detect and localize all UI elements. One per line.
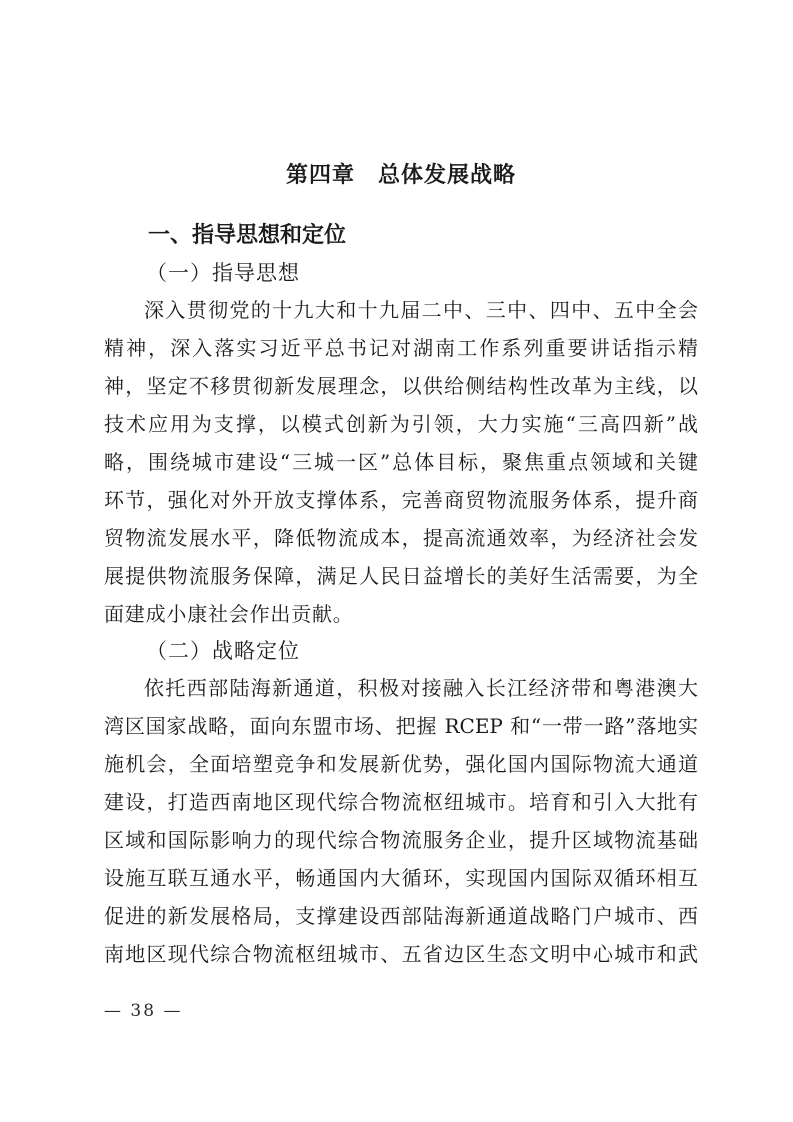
subsection-label-guiding-ideology: （一）指导思想 xyxy=(146,261,300,285)
text-line: 略，围绕城市建设“三城一区”总体目标，聚焦重点领域和关键 xyxy=(104,450,698,474)
text-line: 区域和国际影响力的现代综合物流服务企业，提升区域物流基础 xyxy=(104,828,698,852)
text-line: 建设，打造西南地区现代综合物流枢纽城市。培育和引入大批有 xyxy=(104,790,698,814)
text-line: 湾区国家战略，面向东盟市场、把握 RCEP 和“一带一路”落地实 xyxy=(104,714,698,738)
text-line: 依托西部陆海新通道，积极对接融入长江经济带和粤港澳大 xyxy=(144,676,698,700)
text-line: 面建成小康社会作出贡献。 xyxy=(104,602,354,626)
page-content xyxy=(104,159,698,973)
text-line: 神，坚定不移贯彻新发展理念，以供给侧结构性改革为主线，以 xyxy=(104,374,698,398)
text-line: 精神，深入落实习近平总书记对湖南工作系列重要讲话指示精 xyxy=(104,336,698,360)
chapter-title: 第四章 总体发展战略 xyxy=(285,163,516,188)
text-line: 展提供物流服务保障，满足人民日益增长的美好生活需要，为全 xyxy=(104,564,698,588)
text-line: 施机会，全面培塑竞争和发展新优势，强化国内国际物流大通道 xyxy=(104,752,698,776)
text-line: 深入贯彻党的十九大和十九届二中、三中、四中、五中全会 xyxy=(144,298,698,322)
text-line: 设施互联互通水平，畅通国内大循环，实现国内国际双循环相互 xyxy=(104,866,698,890)
text-line: 南地区现代综合物流枢纽城市、五省边区生态文明中心城市和武 xyxy=(104,942,698,966)
paragraph-strategic-positioning xyxy=(104,669,698,973)
text-line: 贸物流发展水平，降低物流成本，提高流通效率，为经济社会发 xyxy=(104,526,698,550)
text-line: 促进的新发展格局，支撑建设西部陆海新通道战略门户城市、西 xyxy=(104,904,698,928)
subsection-label-strategic-positioning: （二）战略定位 xyxy=(146,639,300,663)
text-line: 技术应用为支撑，以模式创新为引领，大力实施“三高四新”战 xyxy=(104,412,698,436)
text-line: 环节，强化对外开放支撑体系，完善商贸物流服务体系，提升商 xyxy=(104,488,698,512)
page-number: — 38 — xyxy=(104,1001,183,1021)
paragraph-guiding-ideology xyxy=(104,291,698,633)
section-heading: 一、指导思想和定位 xyxy=(148,223,347,248)
